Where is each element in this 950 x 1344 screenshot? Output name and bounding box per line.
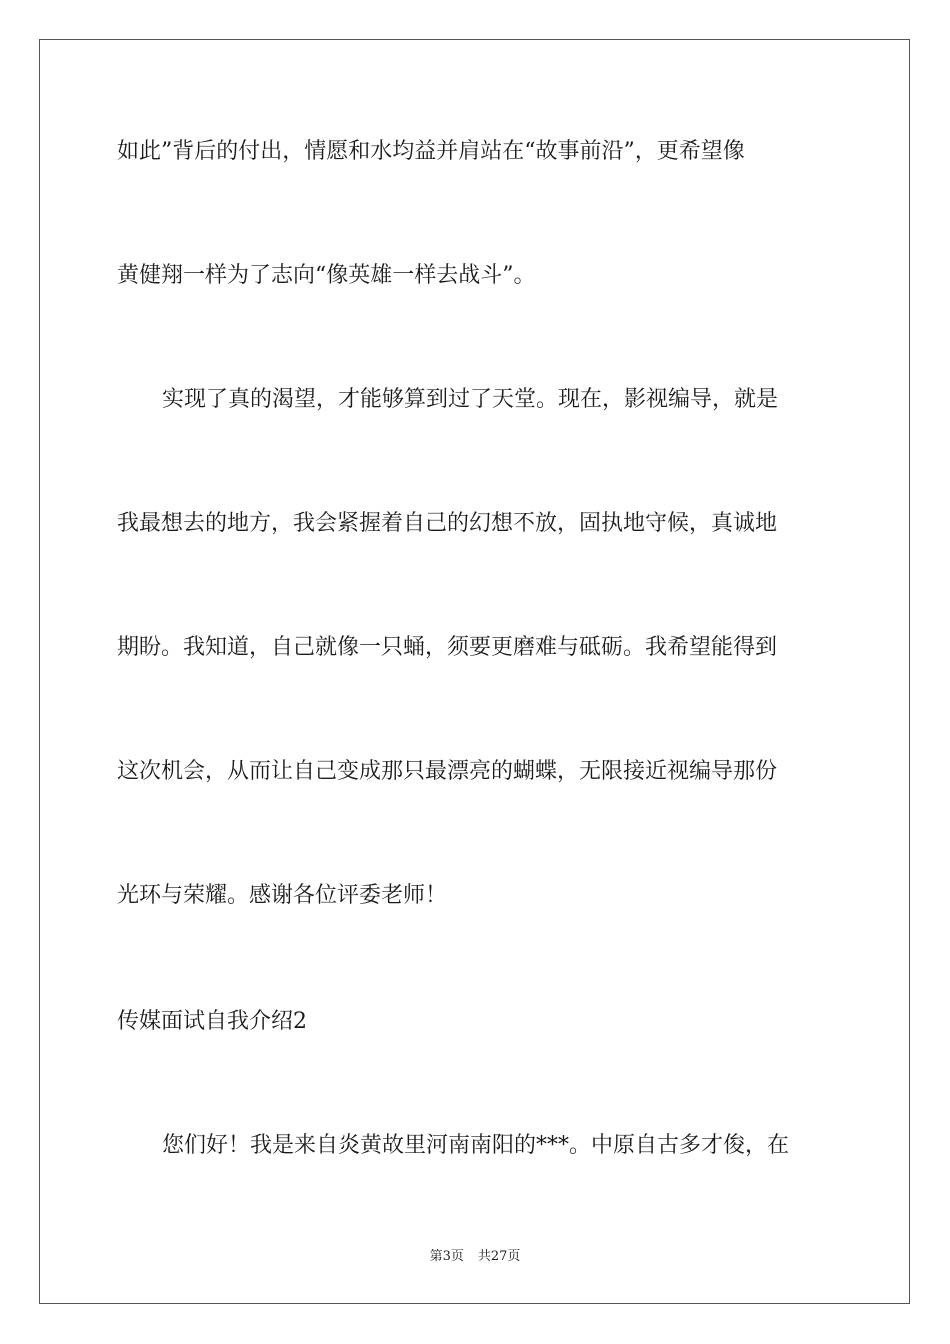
paragraph-line: 光环与荣耀。感谢各位评委老师！ <box>117 883 448 908</box>
paragraph-line: 黄健翔一样为了志向“像英雄一样去战斗”。 <box>117 263 536 288</box>
total-pages: 共27页 <box>477 1249 521 1264</box>
page-number: 第3页 <box>429 1249 464 1264</box>
paragraph-line: 您们好！我是来自炎黄故里河南南阳的***。中原自古多才俊，在 <box>162 1133 790 1158</box>
section-heading: 传媒面试自我介绍2 <box>117 1009 307 1034</box>
paragraph-line: 期盼。我知道，自己就像一只蛹，须要更磨难与砥砺。我希望能得到 <box>117 635 778 660</box>
paragraph-line: 我最想去的地方，我会紧握着自己的幻想不放，固执地守候，真诚地 <box>117 511 778 536</box>
paragraph-line: 如此”背后的付出，情愿和水均益并肩站在“故事前沿”，更希望像 <box>117 139 745 164</box>
page-border <box>39 39 910 1304</box>
paragraph-line: 这次机会，从而让自己变成那只最漂亮的蝴蝶，无限接近视编导那份 <box>117 759 778 784</box>
page-footer <box>0 1248 950 1266</box>
paragraph-line: 实现了真的渴望，才能够算到过了天堂。现在，影视编导，就是 <box>162 387 779 412</box>
